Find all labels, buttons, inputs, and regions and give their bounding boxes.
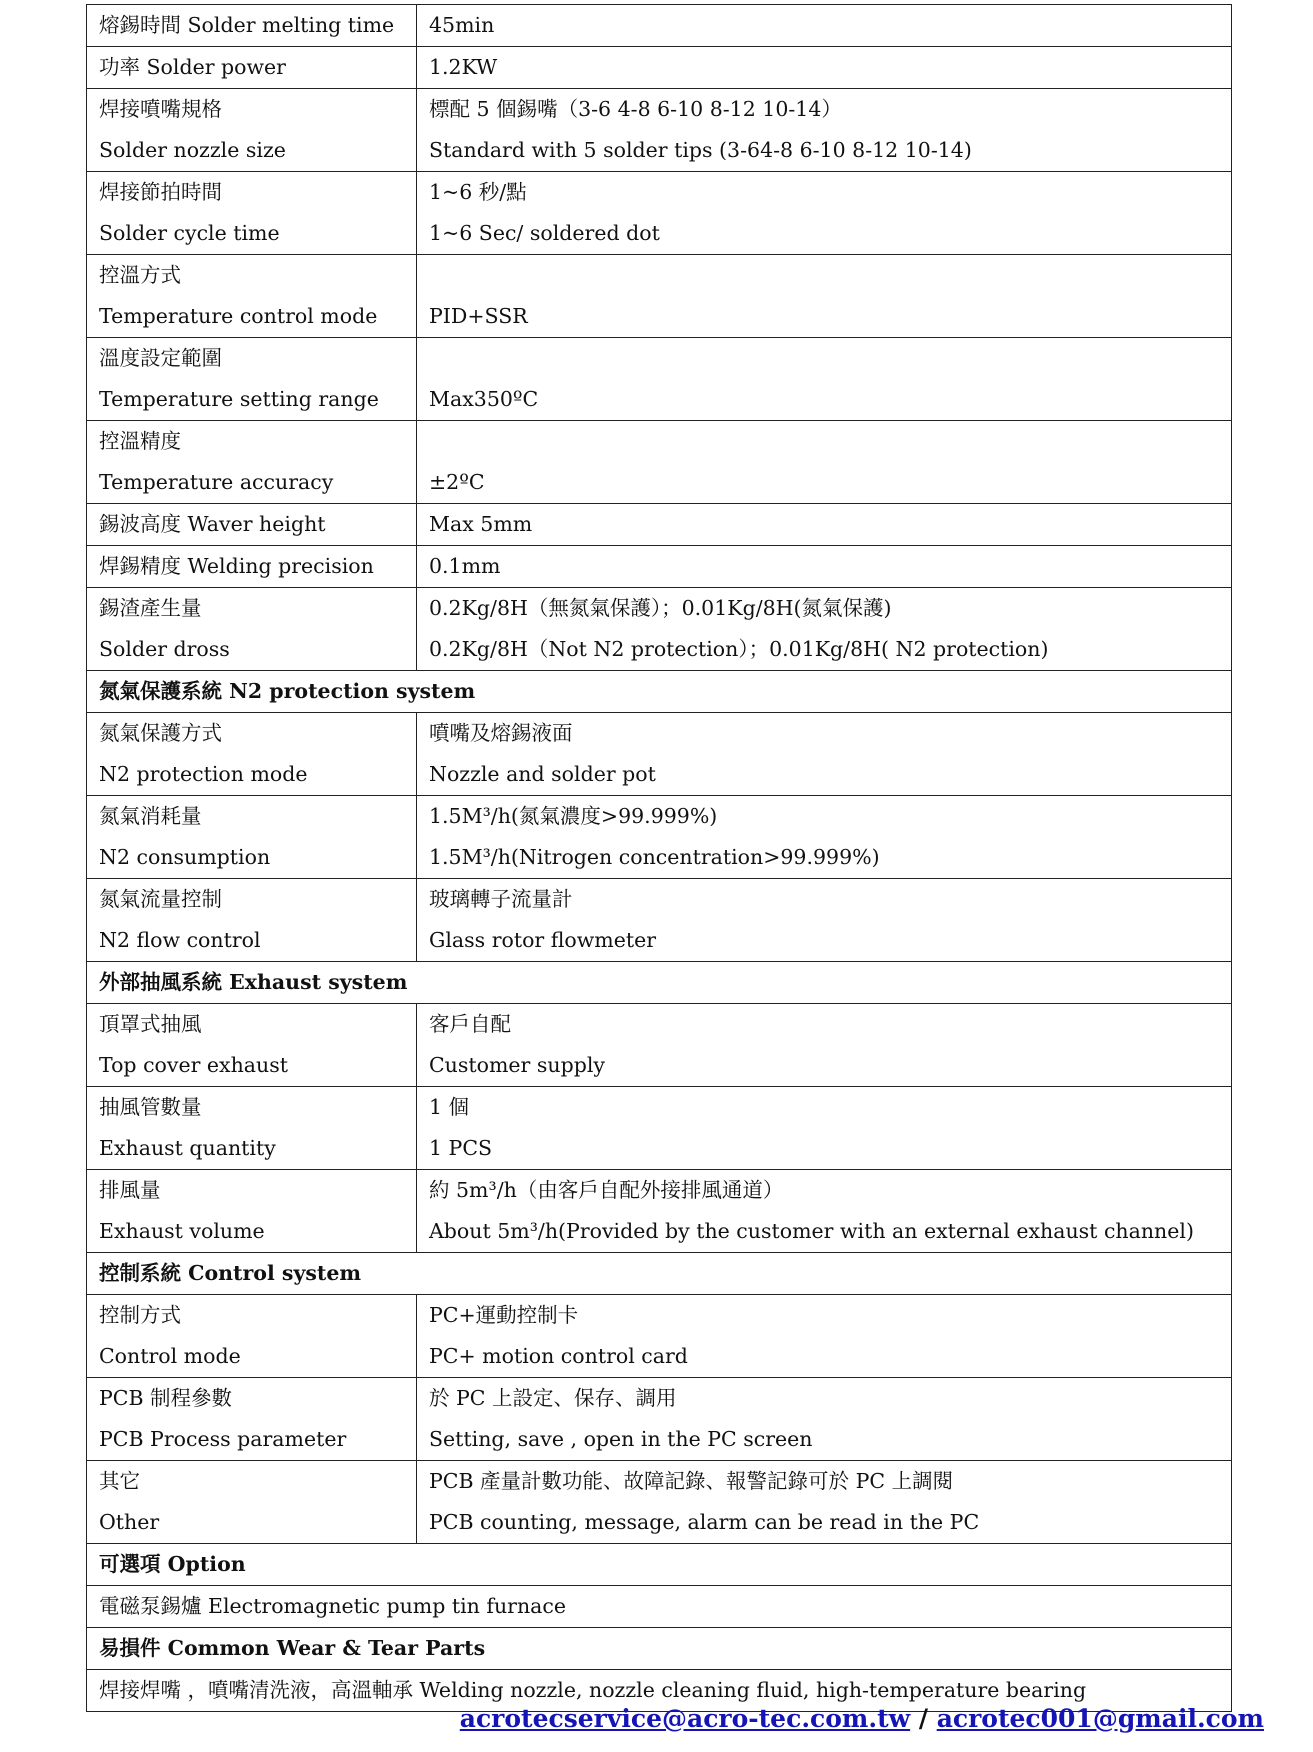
spec-label-en: N2 protection mode — [99, 762, 308, 786]
spec-label-cell — [87, 879, 417, 962]
spec-value-cell — [417, 172, 1232, 255]
section-header: 外部抽風系統 Exhaust system — [87, 962, 1232, 1004]
spec-value-zh: 1~6 秒/點 — [429, 180, 527, 204]
spec-value: Max 5mm — [417, 504, 1232, 546]
spec-value-en: Setting, save , open in the PC screen — [429, 1427, 813, 1451]
spec-label-zh: 溫度設定範圍 — [99, 346, 222, 370]
spec-label-cell — [87, 421, 417, 504]
email-link-service[interactable]: acrotecservice@acro-tec.com.tw — [459, 1704, 911, 1733]
section-header: 易損件 Common Wear & Tear Parts — [87, 1628, 1232, 1670]
spec-value: 0.1mm — [417, 546, 1232, 588]
spec-label-zh: 控制方式 — [99, 1303, 181, 1327]
spec-value-en: PCB counting, message, alarm can be read in the PC — [429, 1510, 980, 1534]
spec-row — [87, 1004, 1232, 1087]
spec-row — [87, 47, 1232, 89]
spec-value-zh — [429, 255, 1219, 296]
footer-separator: / — [910, 1704, 937, 1733]
spec-label-en: N2 flow control — [99, 928, 261, 952]
spec-label-en: Solder dross — [99, 637, 230, 661]
spec-row — [87, 1295, 1232, 1378]
spec-value-zh: 標配 5 個錫嘴（3-6 4-8 6-10 8-12 10-14） — [429, 97, 842, 121]
spec-value-en: 1~6 Sec/ soldered dot — [429, 221, 660, 245]
spec-row — [87, 255, 1232, 338]
spec-value-zh: 約 5m³/h（由客戶自配外接排風通道） — [429, 1178, 784, 1202]
spec-value-cell — [417, 338, 1232, 421]
spec-label-en: Other — [99, 1510, 160, 1534]
spec-label-zh: 頂罩式抽風 — [99, 1012, 202, 1036]
spec-label-en: Control mode — [99, 1344, 241, 1368]
spec-value-en: PC+ motion control card — [429, 1344, 688, 1368]
spec-value-cell — [417, 1170, 1232, 1253]
spec-label-en: Solder nozzle size — [99, 138, 286, 162]
spec-label-zh: 控溫方式 — [99, 263, 181, 287]
section-header: 控制系統 Control system — [87, 1253, 1232, 1295]
spec-row — [87, 1461, 1232, 1544]
spec-label-en: Temperature setting range — [99, 387, 379, 411]
spec-label: 焊錫精度 Welding precision — [87, 546, 417, 588]
spec-row — [87, 671, 1232, 713]
spec-value-zh: 1 個 — [429, 1095, 470, 1119]
spec-table — [86, 4, 1232, 1712]
spec-label-cell — [87, 172, 417, 255]
spec-row — [87, 172, 1232, 255]
section-header: 氮氣保護系統 N2 protection system — [87, 671, 1232, 713]
spec-value-cell — [417, 1378, 1232, 1461]
spec-label-cell — [87, 796, 417, 879]
spec-value-cell — [417, 255, 1232, 338]
spec-value: 45min — [417, 5, 1232, 47]
spec-label-zh: 焊接節拍時間 — [99, 180, 222, 204]
spec-row — [87, 421, 1232, 504]
spec-label-zh: 抽風管數量 — [99, 1095, 202, 1119]
spec-label-en: Temperature control mode — [99, 304, 378, 328]
spec-label-en: PCB Process parameter — [99, 1427, 347, 1451]
spec-label-zh: 氮氣流量控制 — [99, 887, 222, 911]
spec-label-en: N2 consumption — [99, 845, 271, 869]
spec-label-cell — [87, 1295, 417, 1378]
spec-row — [87, 796, 1232, 879]
section-header: 可選項 Option — [87, 1544, 1232, 1586]
spec-label-en: Exhaust volume — [99, 1219, 265, 1243]
spec-value-en: 1.5M³/h(Nitrogen concentration>99.999%) — [429, 845, 880, 869]
spec-row — [87, 5, 1232, 47]
spec-value-cell — [417, 713, 1232, 796]
spec-value-en: PID+SSR — [429, 304, 528, 328]
spec-value-en: 1 PCS — [429, 1136, 493, 1160]
spec-label-cell — [87, 1087, 417, 1170]
spec-row — [87, 1586, 1232, 1628]
spec-value-cell — [417, 796, 1232, 879]
email-link-gmail[interactable]: acrotec001@gmail.com — [936, 1704, 1264, 1733]
spec-row — [87, 1170, 1232, 1253]
spec-value-cell — [417, 588, 1232, 671]
spec-value-en: Glass rotor flowmeter — [429, 928, 657, 952]
spec-label-cell — [87, 588, 417, 671]
spec-value-en: Standard with 5 solder tips (3-64-8 6-10 8-12 10-14) — [429, 138, 972, 162]
spec-label-zh: 控溫精度 — [99, 429, 181, 453]
spec-value-en: 0.2Kg/8H（Not N2 protection）；0.01Kg/8H( N2 protection) — [429, 637, 1049, 661]
spec-label-zh: 錫渣產生量 — [99, 596, 202, 620]
spec-full-row: 電磁泵錫爐 Electromagnetic pump tin furnace — [87, 1586, 1232, 1628]
spec-value-zh — [429, 421, 1219, 462]
spec-label-cell — [87, 713, 417, 796]
spec-label-zh: PCB 制程參數 — [99, 1386, 233, 1410]
spec-row — [87, 89, 1232, 172]
spec-label-en: Solder cycle time — [99, 221, 280, 245]
spec-value-zh: 客戶自配 — [429, 1012, 511, 1036]
spec-label-en: Exhaust quantity — [99, 1136, 276, 1160]
spec-label-zh: 其它 — [99, 1469, 140, 1493]
spec-value-zh: 玻璃轉子流量計 — [429, 887, 573, 911]
spec-value-cell — [417, 1461, 1232, 1544]
spec-label: 熔錫時間 Solder melting time — [87, 5, 417, 47]
spec-row — [87, 1378, 1232, 1461]
spec-label-en: Top cover exhaust — [99, 1053, 288, 1077]
spec-row — [87, 1253, 1232, 1295]
spec-value-en: Customer supply — [429, 1053, 605, 1077]
spec-value: 1.2KW — [417, 47, 1232, 89]
spec-value-cell — [417, 1295, 1232, 1378]
spec-value-zh — [429, 338, 1219, 379]
spec-label-zh: 氮氣消耗量 — [99, 804, 202, 828]
spec-row — [87, 588, 1232, 671]
spec-value-cell — [417, 89, 1232, 172]
spec-value-zh: 1.5M³/h(氮氣濃度>99.999%) — [429, 804, 718, 828]
spec-value-en: ±2ºC — [429, 470, 485, 494]
spec-label-zh: 焊接噴嘴規格 — [99, 97, 222, 121]
spec-label-cell — [87, 255, 417, 338]
spec-row — [87, 713, 1232, 796]
spec-value-en: About 5m³/h(Provided by the customer with an external exhaust channel) — [429, 1219, 1194, 1243]
spec-row — [87, 879, 1232, 962]
spec-full-row: 焊接焊嘴 ，噴嘴清洗液，高溫軸承 Welding nozzle, nozzle cleaning fluid, high-temperature bearing — [87, 1670, 1232, 1712]
spec-value-en: Nozzle and solder pot — [429, 762, 656, 786]
spec-row — [87, 962, 1232, 1004]
spec-value-cell — [417, 879, 1232, 962]
spec-label-cell — [87, 1004, 417, 1087]
contact-footer — [460, 1704, 1264, 1733]
spec-label-cell — [87, 89, 417, 172]
spec-value-cell — [417, 1087, 1232, 1170]
spec-value-en: Max350ºC — [429, 387, 539, 411]
spec-label-en: Temperature accuracy — [99, 470, 334, 494]
spec-label-zh: 氮氣保護方式 — [99, 721, 222, 745]
spec-row — [87, 1087, 1232, 1170]
spec-row — [87, 504, 1232, 546]
spec-value-cell — [417, 421, 1232, 504]
spec-value-zh: 0.2Kg/8H（無氮氣保護）；0.01Kg/8H(氮氣保護) — [429, 596, 892, 620]
spec-row — [87, 1628, 1232, 1670]
spec-label-cell — [87, 1378, 417, 1461]
spec-value-zh: 於 PC 上設定、保存、調用 — [429, 1386, 677, 1410]
spec-label: 功率 Solder power — [87, 47, 417, 89]
spec-row — [87, 546, 1232, 588]
spec-row — [87, 338, 1232, 421]
spec-label: 錫波高度 Waver height — [87, 504, 417, 546]
spec-label-cell — [87, 1170, 417, 1253]
spec-label-cell — [87, 1461, 417, 1544]
spec-label-cell — [87, 338, 417, 421]
spec-value-cell — [417, 1004, 1232, 1087]
spec-label-zh: 排風量 — [99, 1178, 161, 1202]
spec-value-zh: PCB 產量計數功能、故障記錄、報警記錄可於 PC 上調閱 — [429, 1469, 954, 1493]
spec-value-zh: PC+運動控制卡 — [429, 1303, 579, 1327]
spec-value-zh: 噴嘴及熔錫液面 — [429, 721, 573, 745]
spec-row — [87, 1544, 1232, 1586]
